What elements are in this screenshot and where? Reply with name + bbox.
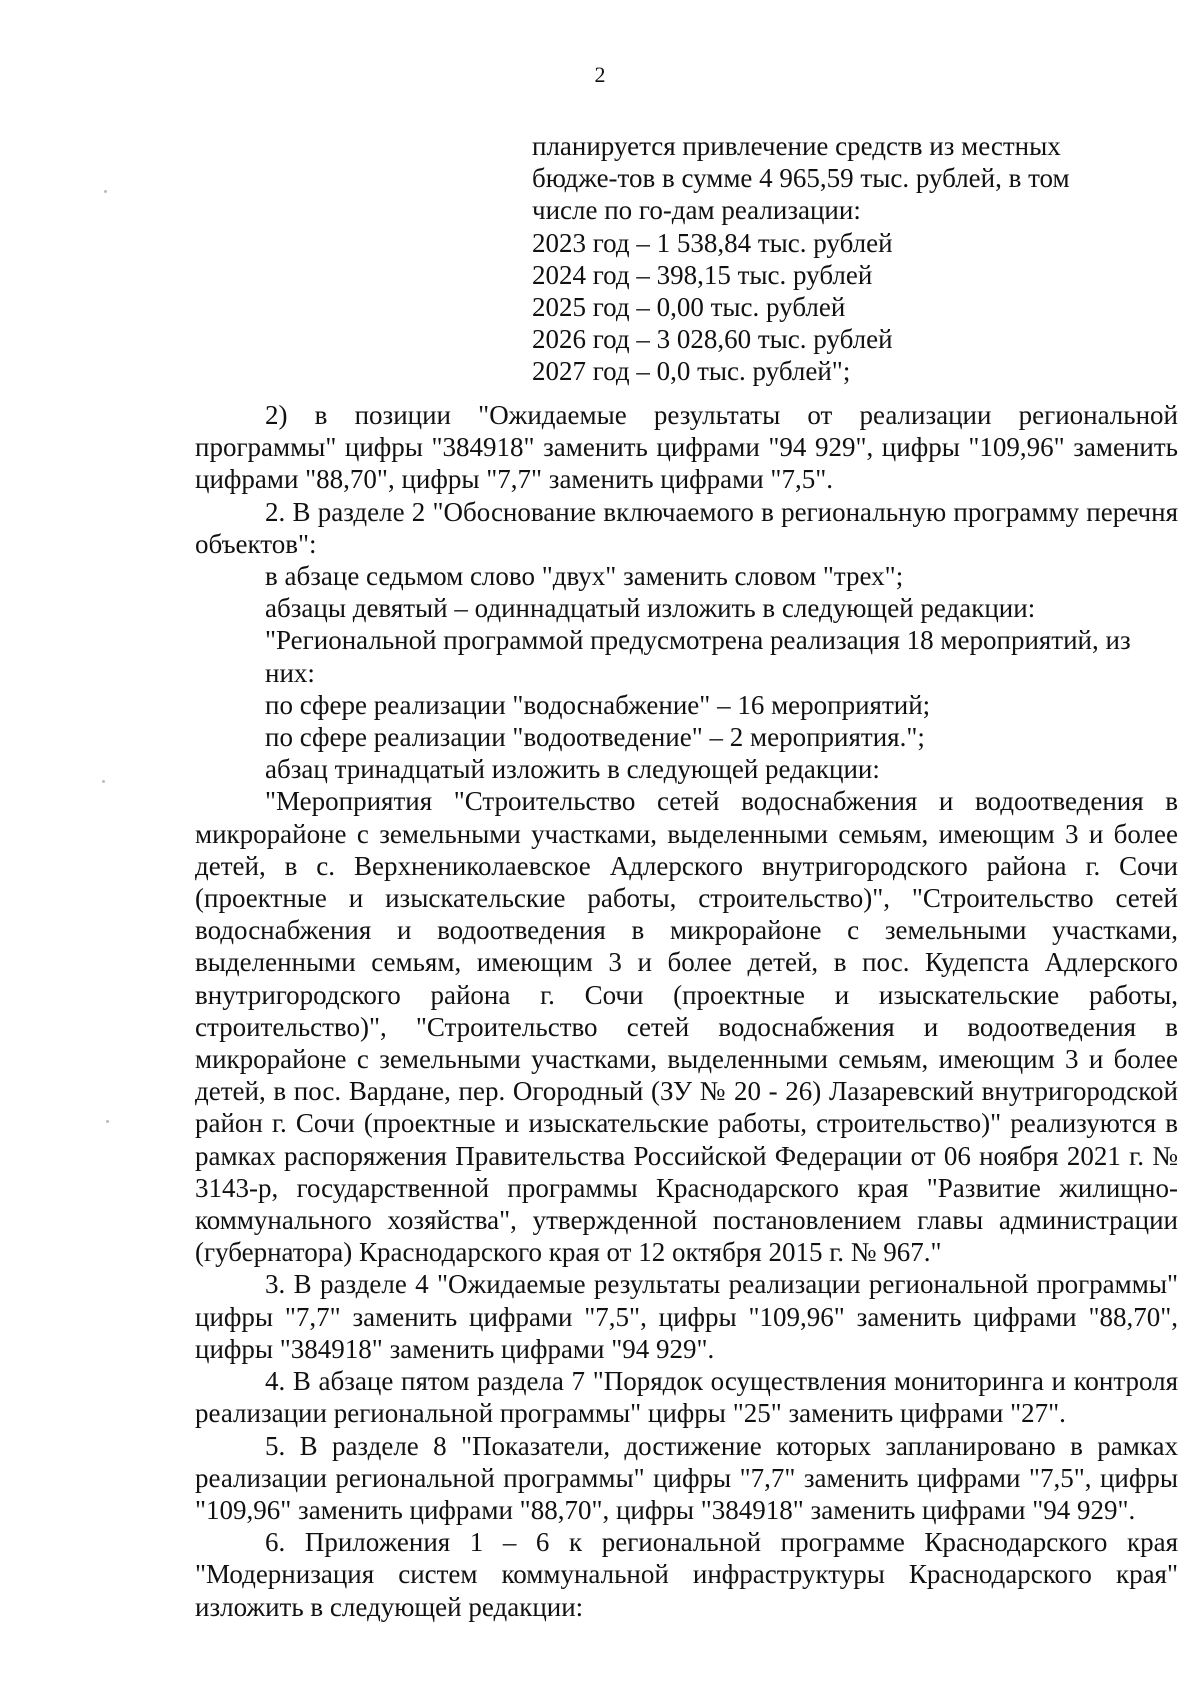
funding-year-2025: 2025 год – 0,00 тыс. рублей	[532, 292, 846, 323]
paragraph-expected-results: 2) в позиции "Ожидаемые результаты от реализации региональной программы" цифры "384918" заменить цифрами "94 929", цифры "109,96" заменить цифрами "88,70", цифры "7,7" заменить цифрами "7,5".	[195, 400, 1178, 495]
paragraph-abzac-9-11: абзацы девятый – одиннадцатый изложить в следующей редакции:	[265, 593, 1036, 624]
paragraph-appendices: 6. Приложения 1 – 6 к региональной программе Краснодарского края "Модернизация систем коммунальной инфраструктуры Краснодарского края" изложить в следующей редакции:	[195, 1527, 1178, 1622]
paragraph-abzac-7: в абзаце седьмом слово "двух" заменить словом "трех";	[265, 561, 904, 592]
scan-speck	[102, 780, 105, 783]
paragraph-water-disposal: по сфере реализации "водоотведение" – 2 мероприятия.";	[265, 722, 925, 753]
funding-intro: планируется привлечение средств из местных бюдже-тов в сумме 4 965,59 тыс. рублей, в том числе по го-дам реализации:	[532, 131, 1070, 226]
paragraph-quote-18-events: "Региональной программой предусмотрена реализация 18 мероприятий, из них:	[265, 625, 1131, 688]
funding-year-2027: 2027 год – 0,0 тыс. рублей";	[532, 356, 851, 387]
paragraph-section-2: 2. В разделе 2 "Обоснование включаемого в региональную программу перечня объектов":	[195, 496, 1178, 559]
paragraph-section-7: 4. В абзаце пятом раздела 7 "Порядок осуществления мониторинга и контроля реализации региональной программы" цифры "25" заменить цифрами "27".	[195, 1366, 1178, 1429]
scan-speck	[104, 190, 107, 193]
scan-speck	[106, 1120, 109, 1123]
paragraph-section-8: 5. В разделе 8 "Показатели, достижение которых запланировано в рамках реализации региональной программы" цифры "7,7" заменить цифрами "7,5", цифры "109,96" заменить цифрами "88,70", цифры "384918" заменить цифрами "94 929".	[195, 1430, 1178, 1525]
funding-year-2024: 2024 год – 398,15 тыс. рублей	[532, 259, 873, 290]
paragraph-abzac-13: абзац тринадцатый изложить в следующей редакции:	[265, 754, 880, 785]
funding-years-list	[532, 227, 1132, 388]
paragraph-events-quote: "Мероприятия "Строительство сетей водоснабжения и водоотведения в микрорайоне с земельными участками, выделенными семьям, имеющим 3 и более детей, в с. Верхнениколаевское Адлерского внутригородского района г. Сочи (проектные и изыскательские работы, строительство)", "Строительство сетей водоснабжения и водоотведения в микрорайоне с земельными участками, выделенными семьям, имеющим 3 и более детей, в пос. Кудепста Адлерского внутригородского района г. Сочи (проектные и изыскательские работы, строительство)", "Строительство сетей водоснабжения и водоотведения в микрорайоне с земельными участками, выделенными семьям, имеющим 3 и более детей, в пос. Вардане, пер. Огородный (ЗУ № 20 - 26) Лазаревский внутригородской район г. Сочи (проектные и изыскательские работы, строительство)" реализуются в рамках распоряжения Правительства Российской Федерации от 06 ноября 2021 г. № 3143-р, государственной программы Краснодарского края "Развитие жилищно-коммунального хозяйства", утвержденной постановлением главы администрации (губернатора) Краснодарского края от 12 октября 2015 г. № 967."	[195, 786, 1178, 1268]
funding-year-2023: 2023 год – 1 538,84 тыс. рублей	[532, 227, 893, 258]
document-body	[195, 399, 1178, 1623]
funding-year-2026: 2026 год – 3 028,60 тыс. рублей	[532, 324, 893, 355]
paragraph-water-supply: по сфере реализации "водоснабжение" – 16 мероприятий;	[265, 689, 931, 720]
page-number: 2	[594, 62, 606, 87]
paragraph-section-4: 3. В разделе 4 "Ожидаемые результаты реализации региональной программы" цифры "7,7" заменить цифрами "7,5", цифры "109,96" заменить цифрами "88,70", цифры "384918" заменить цифрами "94 929".	[195, 1269, 1178, 1364]
funding-continuation	[532, 130, 1132, 388]
